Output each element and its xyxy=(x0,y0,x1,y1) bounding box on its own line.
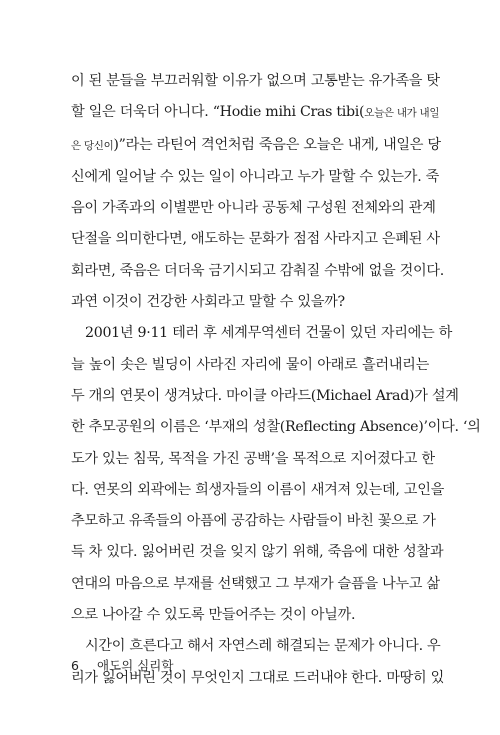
text-line: 다. 연못의 외곽에는 희생자들의 이름이 새겨져 있는데, 고인을 xyxy=(71,481,445,498)
text-line: 한 추모공원의 이름은 ‘부재의 성찰(Reflecting Absence)’이다. ‘의 xyxy=(71,419,481,436)
text-line: 도가 있는 침묵, 목적을 가진 공백’을 목적으로 지어졌다고 한 xyxy=(71,450,435,467)
text-line: 시간이 흐른다고 해서 자연스레 해결되는 문제가 아니다. 우 xyxy=(85,638,441,655)
page-footer xyxy=(71,656,173,674)
text-line: 단절을 의미한다면, 애도하는 문화가 점점 사라지고 은폐된 사 xyxy=(71,231,440,248)
text-line xyxy=(71,130,441,162)
text-line: 이 된 분들을 부끄러워할 이유가 없으며 고통받는 유가족을 탓 xyxy=(71,73,440,89)
page-number: 6 xyxy=(71,658,79,673)
body-text xyxy=(71,66,481,694)
paragraph-1 xyxy=(71,66,445,318)
text-line: 리가 잃어버린 것이 무엇인지 그대로 드러내야 한다. 마땅히 있 xyxy=(71,669,445,686)
small-text-segment: 오늘은 내가 내일 xyxy=(364,107,440,120)
text-line: 신에게 일어날 수 있는 일이 아니라고 누가 말할 수 있는가. 죽 xyxy=(71,168,440,185)
text-line: 2001년 9·11 테러 후 세계무역센터 건물이 있던 자리에는 하 xyxy=(85,325,453,342)
text-line: 두 개의 연못이 생겨났다. 마이클 아라드(Michael Arad)가 설계 xyxy=(71,387,459,404)
text-line: 늘 높이 솟은 빌딩이 사라진 자리에 물이 아래로 흘러내리는 xyxy=(71,356,429,373)
text-line: 으로 나아갈 수 있도록 만들어주는 것이 아닐까. xyxy=(71,607,356,624)
text-line: 득 차 있다. 잃어버린 것을 잊지 않기 위해, 죽음에 대한 성찰과 xyxy=(71,544,444,561)
small-text-segment: 은 당신이 xyxy=(71,139,114,152)
text-line xyxy=(71,97,440,129)
text-line: 음이 가족과의 이별뿐만 아니라 공동체 구성원 전체와의 관계 xyxy=(71,200,436,217)
text-line: 과연 이것이 건강한 사회라고 말할 수 있을까? xyxy=(71,294,345,311)
text-line: 연대의 마음으로 부재를 선택했고 그 부재가 슬픔을 나누고 삶 xyxy=(71,575,440,592)
running-title: 애도의 심리학 xyxy=(96,658,174,673)
text-segment: 할 일은 더욱더 아니다. “Hodie mihi Cras tibi( xyxy=(71,104,365,121)
paragraph-2 xyxy=(71,318,481,631)
text-line: 추모하고 유족들의 아픔에 공감하는 사람들이 바친 꽃으로 가 xyxy=(71,513,436,530)
text-line: 회라면, 죽음은 더더욱 금기시되고 감춰질 수밖에 없을 것이다. xyxy=(71,262,445,279)
text-segment: )”라는 라틴어 격언처럼 죽음은 오늘은 내게, 내일은 당 xyxy=(113,136,441,153)
